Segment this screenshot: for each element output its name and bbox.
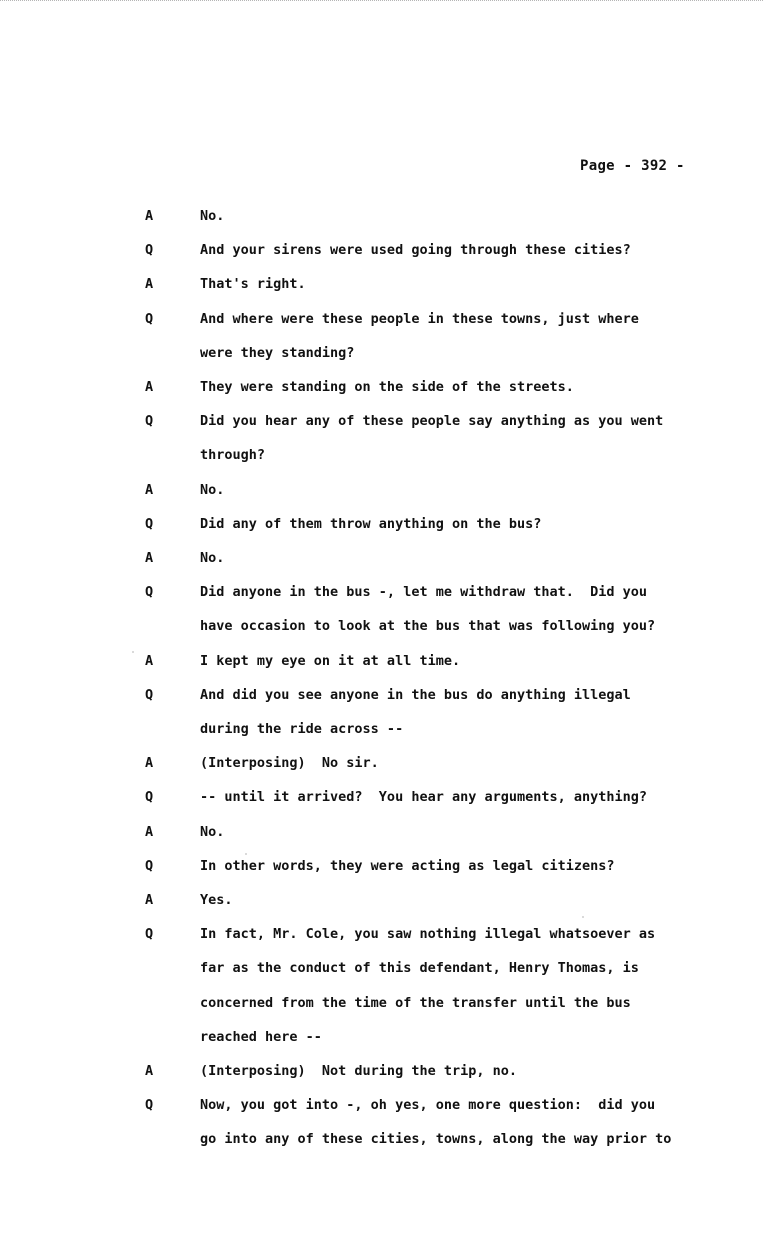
speaker-label: Q: [145, 1097, 154, 1114]
transcript-row: [0, 438, 763, 472]
speaker-label: Q: [145, 515, 154, 532]
speaker-label: A: [145, 652, 154, 669]
transcript-line: far as the conduct of this defendant, Henry Thomas, is: [200, 960, 639, 977]
transcript-line: No.: [200, 823, 225, 840]
transcript-line: That's right.: [200, 276, 306, 293]
transcript-line: during the ride across --: [200, 721, 404, 737]
speaker-label: A: [145, 208, 154, 224]
speaker-label: Q: [145, 413, 154, 430]
transcript-line: They were standing on the side of the streets.: [200, 379, 574, 395]
transcript-row: [0, 678, 763, 712]
transcript-row: [0, 302, 763, 336]
speaker-label: A: [145, 892, 154, 908]
speaker-label: A: [145, 379, 154, 395]
speaker-label: A: [145, 1063, 154, 1079]
transcript-line: I kept my eye on it at all time.: [200, 652, 461, 669]
speaker-label: Q: [145, 242, 154, 259]
transcript-line: concerned from the time of the transfer until the bus: [200, 994, 631, 1011]
transcript-row: [0, 815, 763, 849]
scan-speck: [245, 853, 247, 855]
transcript-row: [0, 541, 763, 575]
transcript-line: Yes.: [200, 892, 233, 908]
transcript-row: [0, 1088, 763, 1122]
transcript-row: [0, 849, 763, 883]
speaker-label: A: [145, 755, 154, 772]
transcript-row: [0, 199, 763, 233]
speaker-label: A: [145, 276, 154, 293]
speaker-label: A: [145, 481, 154, 498]
transcript-row: [0, 404, 763, 438]
transcript-line: And your sirens were used going through these cities?: [200, 242, 631, 259]
transcript-row: [0, 507, 763, 541]
speaker-label: A: [145, 823, 154, 840]
transcript-row: [0, 986, 763, 1020]
transcript-line: No.: [200, 550, 225, 566]
transcript-row: [0, 1054, 763, 1088]
transcript-line: (Interposing) No sir.: [200, 755, 379, 772]
page-number-header: Page - 392 -: [580, 158, 685, 174]
transcript-row: [0, 1122, 763, 1156]
transcript-line: No.: [200, 208, 225, 224]
transcript-row: [0, 1020, 763, 1054]
speaker-label: Q: [145, 584, 154, 601]
transcript-line: And where were these people in these towns, just where: [200, 310, 639, 327]
transcript-line: reached here --: [200, 1028, 322, 1045]
transcript-line: No.: [200, 481, 225, 498]
speaker-label: Q: [145, 926, 154, 943]
transcript-line: In fact, Mr. Cole, you saw nothing illegal whatsoever as: [200, 926, 656, 943]
transcript-line: And did you see anyone in the bus do anything illegal: [200, 686, 631, 703]
transcript-row: [0, 609, 763, 643]
transcript-line: have occasion to look at the bus that was following you?: [200, 618, 656, 635]
speaker-label: A: [145, 550, 154, 566]
transcript-row: [0, 575, 763, 609]
transcript-line: Did any of them throw anything on the bus?: [200, 515, 542, 532]
transcript-row: [0, 780, 763, 814]
speaker-label: Q: [145, 310, 154, 327]
transcript-line: -- until it arrived? You hear any arguments, anything?: [200, 789, 648, 806]
transcript-row: [0, 951, 763, 985]
transcript-row: [0, 473, 763, 507]
transcript-line: (Interposing) Not during the trip, no.: [200, 1063, 517, 1079]
transcript-row: [0, 336, 763, 370]
transcript-row: [0, 233, 763, 267]
transcript-row: [0, 267, 763, 301]
transcript-line: In other words, they were acting as legal citizens?: [200, 857, 615, 874]
transcript-row: [0, 883, 763, 917]
speaker-label: Q: [145, 857, 154, 874]
transcript-line: Did anyone in the bus -, let me withdraw that. Did you: [200, 584, 648, 601]
speaker-label: Q: [145, 789, 154, 806]
scan-speck: [132, 651, 134, 653]
transcript-row: [0, 917, 763, 951]
transcript-line: Now, you got into -, oh yes, one more question: did you: [200, 1097, 656, 1114]
transcript-row: [0, 746, 763, 780]
transcript-line: were they standing?: [200, 344, 355, 361]
transcript-row: [0, 712, 763, 746]
transcript-line: through?: [200, 447, 266, 464]
scan-speck: [582, 916, 584, 918]
transcript-line: Did you hear any of these people say anything as you went: [200, 413, 664, 430]
transcript-row: [0, 370, 763, 404]
transcript-line: go into any of these cities, towns, along the way prior to: [200, 1131, 672, 1148]
transcript-row: [0, 644, 763, 678]
speaker-label: Q: [145, 686, 154, 703]
